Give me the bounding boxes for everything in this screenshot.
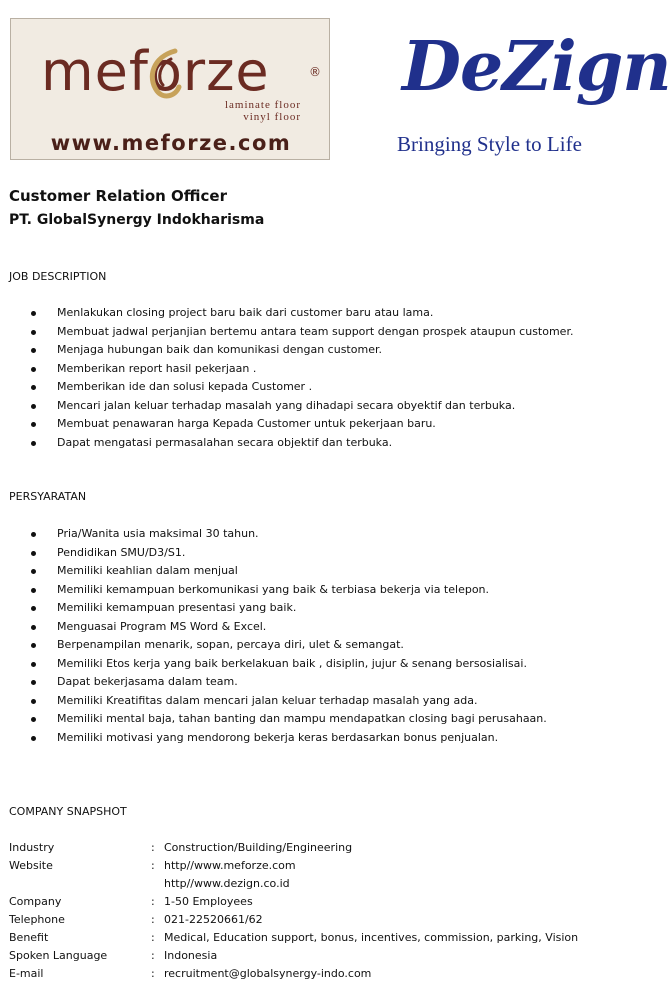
snapshot-value: Construction/Building/Engineering <box>164 841 353 854</box>
bullet-icon <box>31 551 36 556</box>
snapshot-value: recruitment@globalsynergy-indo.com <box>164 967 372 980</box>
snapshot-colon: : <box>151 931 155 944</box>
meforze-logo <box>10 18 330 160</box>
snapshot-row <box>9 911 624 929</box>
snapshot-value: Medical, Education support, bonus, incentives, commission, parking, Vision <box>164 931 579 944</box>
snapshot-row <box>9 965 624 983</box>
list-item <box>0 618 547 637</box>
bullet-icon <box>31 625 36 630</box>
snapshot-label: E-mail <box>9 967 44 980</box>
list-item <box>0 304 573 323</box>
list-item <box>0 323 573 342</box>
dezign-tagline: Bringing Style to Life <box>397 132 582 156</box>
list-item <box>0 360 573 379</box>
list-item <box>0 415 573 434</box>
list-item-text: Memberikan ide dan solusi kepada Customer . <box>57 380 313 393</box>
snapshot-value: 021-22520661/62 <box>164 913 263 926</box>
list-item-text: Memiliki kemampuan presentasi yang baik. <box>57 601 297 614</box>
list-item-text: Memiliki Etos kerja yang baik berkelakuan baik , disiplin, jujur & senang bersosialisai. <box>57 656 527 670</box>
snapshot-colon: : <box>151 895 155 908</box>
bullet-icon <box>31 422 36 427</box>
list-item <box>0 710 547 729</box>
meforze-swirl-icon <box>145 47 185 103</box>
snapshot-value: 1-50 Employees <box>164 895 253 908</box>
requirements-list <box>0 525 547 747</box>
list-item-text: Memiliki kemampuan berkomunikasi yang baik & terbiasa bekerja via telepon. <box>57 582 490 596</box>
list-item <box>0 599 547 618</box>
snapshot-label: Company <box>9 895 62 908</box>
list-item-text: Dapat bekerjasama dalam team. <box>57 675 238 688</box>
bullet-icon <box>31 717 36 722</box>
bullet-icon <box>31 643 36 648</box>
bullet-icon <box>31 441 36 446</box>
company-snapshot-table <box>9 839 624 983</box>
list-item-text: Pria/Wanita usia maksimal 30 tahun. <box>57 527 259 540</box>
list-item <box>0 525 547 544</box>
bullet-icon <box>31 348 36 353</box>
list-item-text: Memberikan report hasil pekerjaan . <box>57 361 257 375</box>
snapshot-row <box>9 893 624 911</box>
snapshot-label: Spoken Language <box>9 949 108 962</box>
list-item <box>0 397 573 416</box>
job-description-list <box>0 304 573 452</box>
meforze-logo-url: www.meforze.com <box>50 131 292 155</box>
company-name: PT. GlobalSynergy Indokharisma <box>9 212 265 228</box>
snapshot-label: Industry <box>9 841 55 854</box>
bullet-icon <box>31 606 36 611</box>
list-item-text: Dapat mengatasi permasalahan secara objektif dan terbuka. <box>57 435 393 449</box>
list-item-text: Menjaga hubungan baik dan komunikasi dengan customer. <box>57 343 382 356</box>
list-item-text: Menguasai Program MS Word & Excel. <box>57 619 267 633</box>
snapshot-label: Website <box>9 859 53 872</box>
bullet-icon <box>31 680 36 685</box>
bullet-icon <box>31 736 36 741</box>
list-item <box>0 544 547 563</box>
job-description-heading: JOB DESCRIPTION <box>9 270 107 283</box>
list-item-text: Pendidikan SMU/D3/S1. <box>57 545 186 559</box>
snapshot-row <box>9 839 624 857</box>
snapshot-row <box>9 929 624 947</box>
snapshot-colon: : <box>151 841 155 854</box>
list-item-text: Berpenampilan menarik, sopan, percaya diri, ulet & semangat. <box>57 638 404 651</box>
list-item-text: Membuat jadwal perjanjian bertemu antara team support dengan prospek ataupun customer. <box>57 324 574 338</box>
list-item <box>0 341 573 360</box>
meforze-tagline <box>181 99 301 123</box>
snapshot-label: Benefit <box>9 931 49 944</box>
bullet-icon <box>31 588 36 593</box>
bullet-icon <box>31 367 36 372</box>
bullet-icon <box>31 385 36 390</box>
requirements-heading: PERSYARATAN <box>9 490 87 503</box>
meforze-logo-wordmark: meforze <box>41 40 270 103</box>
list-item <box>0 378 573 397</box>
list-item-text: Membuat penawaran harga Kepada Customer untuk pekerjaan baru. <box>57 417 436 430</box>
bullet-icon <box>31 662 36 667</box>
list-item <box>0 692 547 711</box>
bullet-icon <box>31 569 36 574</box>
registered-mark: ® <box>309 65 321 79</box>
snapshot-row <box>9 947 624 965</box>
list-item <box>0 673 547 692</box>
list-item <box>0 729 547 748</box>
dezign-logo-wordmark: DeZign <box>402 27 671 107</box>
snapshot-label: Telephone <box>9 913 65 926</box>
snapshot-row <box>9 857 624 875</box>
snapshot-colon: : <box>151 859 155 872</box>
list-item <box>0 581 547 600</box>
snapshot-colon: : <box>151 967 155 980</box>
bullet-icon <box>31 699 36 704</box>
list-item <box>0 562 547 581</box>
company-snapshot-heading: COMPANY SNAPSHOT <box>9 805 127 818</box>
snapshot-value: http//www.dezign.co.id <box>164 877 290 890</box>
bullet-icon <box>31 404 36 409</box>
list-item <box>0 655 547 674</box>
snapshot-row <box>9 875 624 893</box>
meforze-tagline-line1: laminate floor <box>224 99 301 111</box>
snapshot-colon: : <box>151 949 155 962</box>
bullet-icon <box>31 330 36 335</box>
bullet-icon <box>31 311 36 316</box>
snapshot-value: Indonesia <box>164 949 218 962</box>
meforze-tagline-line2: vinyl floor <box>243 111 301 123</box>
snapshot-colon: : <box>151 913 155 926</box>
list-item-text: Memiliki Kreatifitas dalam mencari jalan keluar terhadap masalah yang ada. <box>57 693 478 707</box>
list-item-text: Mencari jalan keluar terhadap masalah yang dihadapi secara obyektif dan terbuka. <box>57 398 516 412</box>
list-item-text: Memiliki keahlian dalam menjual <box>57 564 238 577</box>
list-item <box>0 434 573 453</box>
list-item-text: Memiliki motivasi yang mendorong bekerja keras berdasarkan bonus penjualan. <box>57 730 499 744</box>
list-item <box>0 636 547 655</box>
list-item-text: Menlakukan closing project baru baik dari customer baru atau lama. <box>57 306 434 319</box>
job-title: Customer Relation Officer <box>9 187 227 205</box>
bullet-icon <box>31 532 36 537</box>
list-item-text: Memiliki mental baja, tahan banting dan mampu mendapatkan closing bagi perusahaan. <box>57 712 547 725</box>
snapshot-value: http//www.meforze.com <box>164 859 296 872</box>
